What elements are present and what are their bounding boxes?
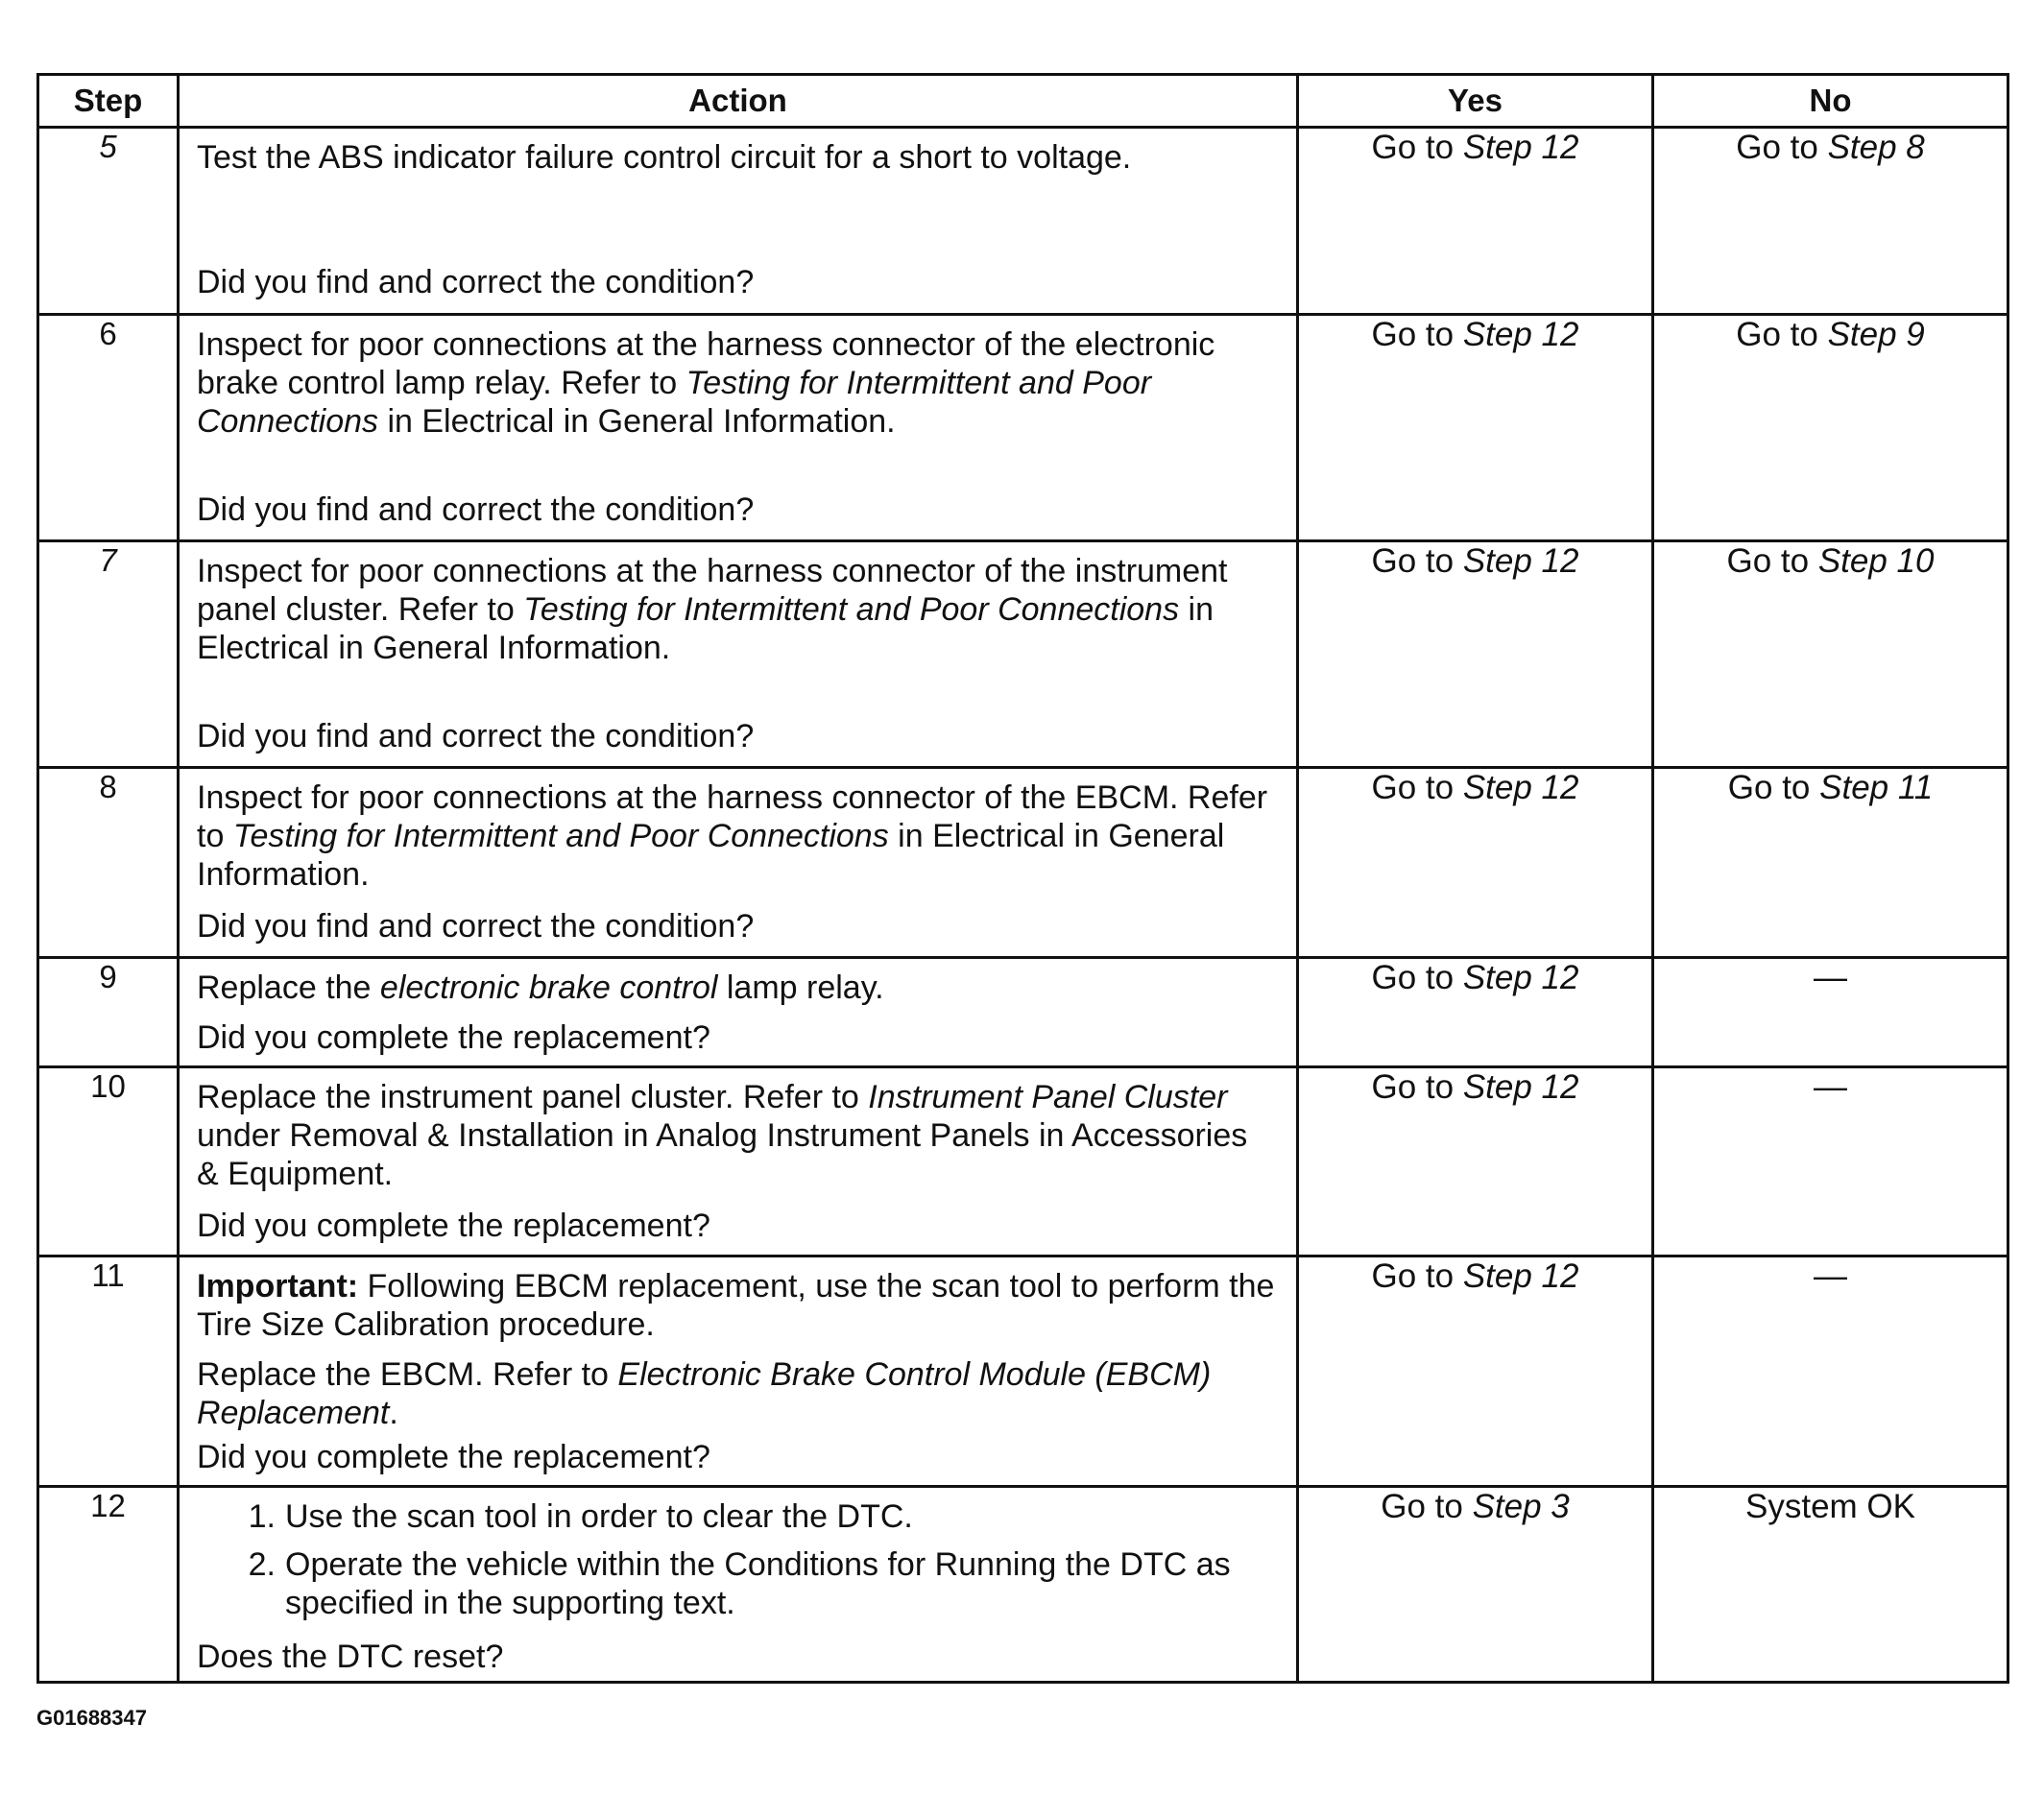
table-row [38, 128, 2008, 315]
action-text: Replace the EBCM. Refer to Electronic Brake Control Module (EBCM) Replacement. [197, 1356, 1212, 1431]
no-result: Go to Step 10 [1653, 541, 2008, 768]
action-text: Inspect for poor connections at the harness connector of the instrument panel cluster. Refer to Testing for Intermittent and Poor Connections in Electrical in General Information. [197, 553, 1228, 666]
yes-result: Go to Step 12 [1298, 1256, 1653, 1487]
step-number: 9 [38, 958, 179, 1067]
table-row [38, 315, 2008, 541]
action-question: Did you complete the replacement? [197, 1439, 710, 1475]
step-number: 12 [38, 1487, 179, 1683]
action-question: Did you complete the replacement? [197, 1208, 710, 1244]
header-no: No [1653, 75, 2008, 128]
no-result: Go to Step 11 [1653, 768, 2008, 958]
action-text: Test the ABS indicator failure control circuit for a short to voltage. [197, 139, 1132, 176]
table-row [38, 1487, 2008, 1683]
header-yes: Yes [1298, 75, 1653, 128]
list-item: 2. Operate the vehicle within the Conditions for Running the DTC as specified in the supporting text. [248, 1546, 1231, 1621]
table-row [38, 541, 2008, 768]
diagnostic-table [36, 73, 2009, 1684]
figure-id: G01688347 [36, 1706, 147, 1730]
important-note: Important: Following EBCM replacement, use the scan tool to perform the Tire Size Calibration procedure. [197, 1268, 1275, 1343]
yes-result: Go to Step 12 [1298, 768, 1653, 958]
action-question: Did you complete the replacement? [197, 1019, 710, 1056]
no-result: — [1653, 1067, 2008, 1256]
action-question: Did you find and correct the condition? [197, 264, 755, 300]
table-row [38, 958, 2008, 1067]
yes-result: Go to Step 3 [1298, 1487, 1653, 1683]
action-question: Did you find and correct the condition? [197, 491, 755, 528]
step-number: 10 [38, 1067, 179, 1256]
table-row [38, 1067, 2008, 1256]
header-step: Step [38, 75, 179, 128]
yes-result: Go to Step 12 [1298, 1067, 1653, 1256]
action-cell [179, 541, 1298, 768]
no-result: Go to Step 8 [1653, 128, 2008, 315]
step-number: 7 [38, 541, 179, 768]
yes-result: Go to Step 12 [1298, 128, 1653, 315]
action-cell [179, 128, 1298, 315]
action-steps-list [197, 1497, 1277, 1632]
no-result: — [1653, 958, 2008, 1067]
action-cell [179, 1067, 1298, 1256]
yes-result: Go to Step 12 [1298, 958, 1653, 1067]
step-number: 5 [38, 128, 179, 315]
yes-result: Go to Step 12 [1298, 541, 1653, 768]
action-cell [179, 958, 1298, 1067]
table-row [38, 768, 2008, 958]
action-cell [179, 1256, 1298, 1487]
list-item: 1. Use the scan tool in order to clear the DTC. [248, 1498, 913, 1535]
action-text: Inspect for poor connections at the harness connector of the electronic brake control lamp relay. Refer to Testing for Intermittent and Poor Connections in Electrical in General Information. [197, 326, 1215, 440]
action-text: Replace the electronic brake control lamp relay. [197, 969, 884, 1006]
action-cell [179, 1487, 1298, 1683]
action-question: Did you find and correct the condition? [197, 908, 755, 945]
no-result: System OK [1653, 1487, 2008, 1683]
no-result: — [1653, 1256, 2008, 1487]
header-action: Action [179, 75, 1298, 128]
no-result: Go to Step 9 [1653, 315, 2008, 541]
action-text: Replace the instrument panel cluster. Refer to Instrument Panel Cluster under Removal & Installation in Analog Instrument Panels in Accessories & Equipment. [197, 1079, 1248, 1192]
header-row [38, 75, 2008, 128]
action-question: Does the DTC reset? [197, 1639, 504, 1675]
table-row [38, 1256, 2008, 1487]
step-number: 8 [38, 768, 179, 958]
action-text: Inspect for poor connections at the harness connector of the EBCM. Refer to Testing for Intermittent and Poor Connections in Electrical in General Information. [197, 779, 1268, 893]
action-cell [179, 768, 1298, 958]
step-number: 11 [38, 1256, 179, 1487]
action-question: Did you find and correct the condition? [197, 718, 755, 754]
step-number: 6 [38, 315, 179, 541]
action-cell [179, 315, 1298, 541]
yes-result: Go to Step 12 [1298, 315, 1653, 541]
